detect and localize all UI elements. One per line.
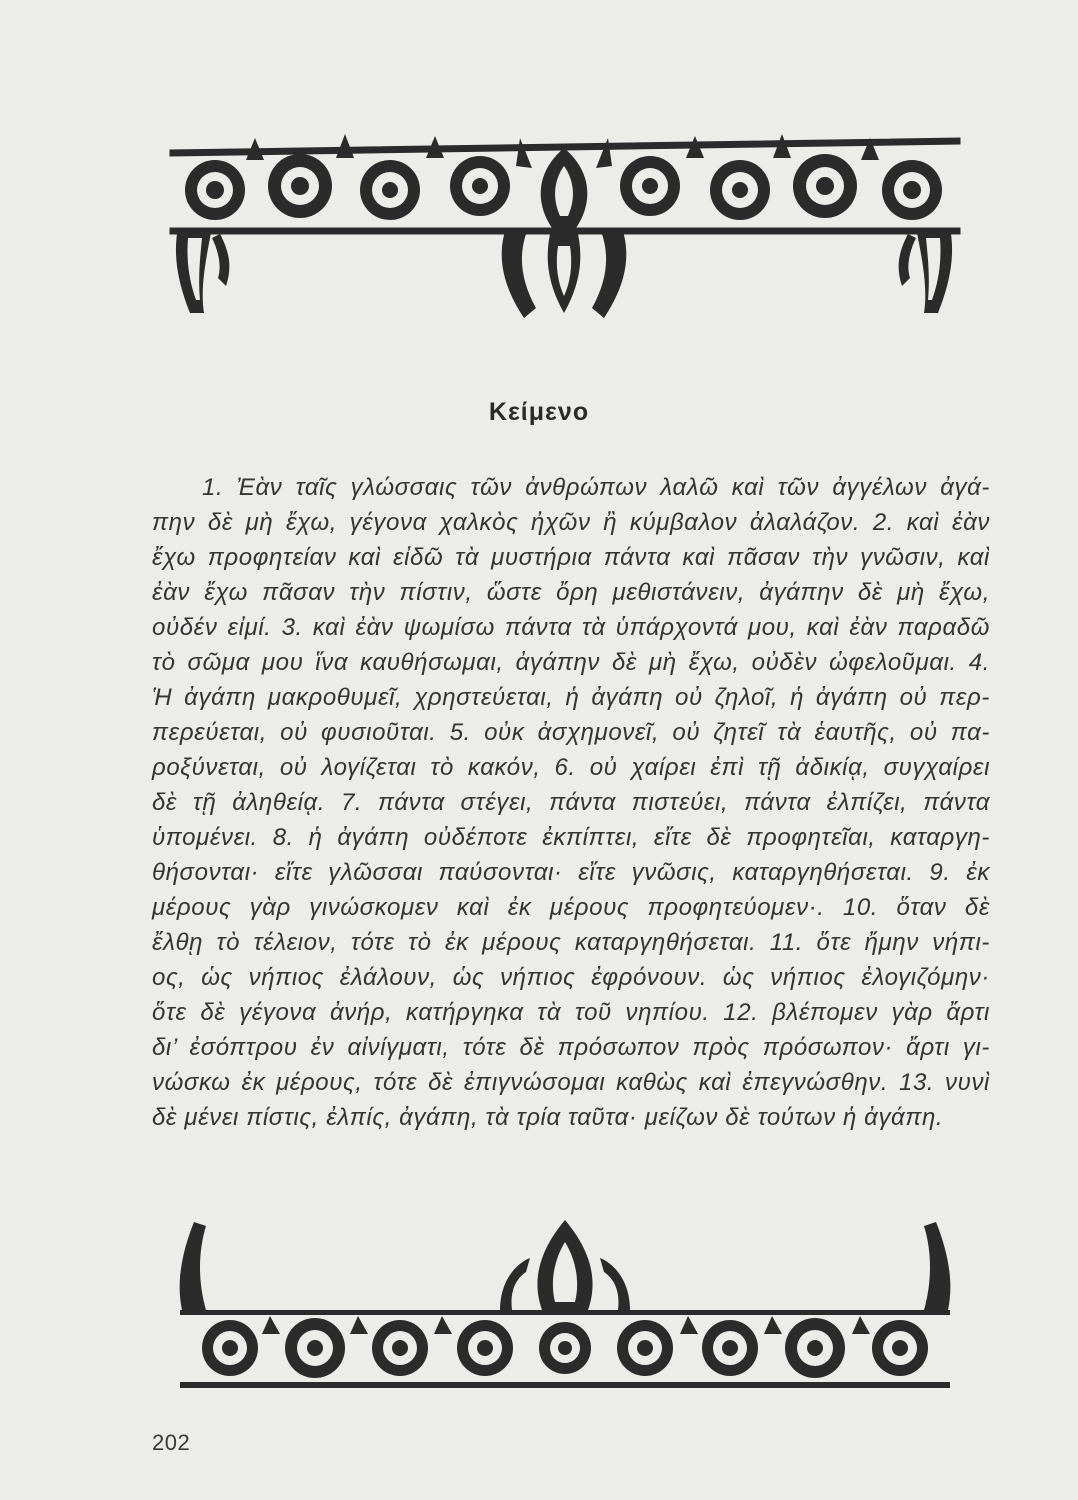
paragraph-line: ἔλθῃ τὸ τέλειον, τότε τὸ ἐκ μέρους καταργηθήσεται. 11. ὅτε ἤμην νήπι-: [152, 929, 990, 956]
paragraph-line: περεύεται, οὐ φυσιοῦται. 5. οὐκ ἀσχημονεῖ, οὐ ζητεῖ τὰ ἑαυτῆς, οὐ πα-: [152, 719, 990, 746]
paragraph-line: δὲ μένει πίστις, ἐλπίς, ἀγάπη, τὰ τρία ταῦτα· μείζων δὲ τούτων ἡ ἀγάπη.: [152, 1104, 944, 1131]
paragraph-line: δὲ τῇ ἀληθείᾳ. 7. πάντα στέγει, πάντα πιστεύει, πάντα ἐλπίζει, πάντα: [152, 789, 990, 816]
paragraph-line: πην δὲ μὴ ἔχω, γέγονα χαλκὸς ἠχῶν ἢ κύμβαλον ἀλαλάζον. 2. καὶ ἐὰν: [152, 509, 990, 536]
paragraph-line: ροξύνεται, οὐ λογίζεται τὸ κακόν, 6. οὐ χαίρει ἐπὶ τῇ ἀδικίᾳ, συγχαίρει: [152, 754, 990, 781]
page-number: 202: [152, 1430, 191, 1455]
paragraph-line: ἔχω προφητείαν καὶ εἰδῶ τὰ μυστήρια πάντα καὶ πᾶσαν τὴν γνῶσιν, καὶ: [152, 544, 990, 571]
ornament-top: [160, 128, 968, 328]
paragraph-line: θήσονται· εἴτε γλῶσσαι παύσονται· εἴτε γνῶσις, καταργηθήσεται. 9. ἐκ: [152, 859, 990, 886]
paragraph-line: ὅτε δὲ γέγονα ἀνήρ, κατήργηκα τὰ τοῦ νηπίου. 12. βλέπομεν γὰρ ἄρτι: [152, 999, 990, 1026]
page-title: Κείμενο: [488, 398, 590, 426]
scripture-paragraph: [152, 470, 990, 1135]
ornament-bottom: [170, 1212, 960, 1402]
paragraph-line: μέρους γὰρ γινώσκομεν καὶ ἐκ μέρους προφητεύομεν·. 10. ὅταν δὲ: [152, 894, 990, 921]
paragraph-line: Ἡ ἀγάπη μακροθυμεῖ, χρηστεύεται, ἡ ἀγάπη οὐ ζηλοῖ, ἡ ἀγάπη οὐ περ-: [152, 684, 990, 711]
paragraph-line: ος, ὡς νήπιος ἐλάλουν, ὡς νήπιος ἐφρόνουν. ὡς νήπιος ἐλογιζόμην·: [152, 964, 990, 991]
paragraph-line: 1. Ἐὰν ταῖς γλώσσαις τῶν ἀνθρώπων λαλῶ καὶ τῶν ἀγγέλων ἀγά-: [202, 474, 990, 501]
paragraph-line: νώσκω ἐκ μέρους, τότε δὲ ἐπιγνώσομαι καθὼς καὶ ἐπεγνώσθην. 13. νυνὶ: [152, 1069, 990, 1096]
paragraph-line: ἐὰν ἔχω πᾶσαν τὴν πίστιν, ὥστε ὄρη μεθιστάνειν, ἀγάπην δὲ μὴ ἔχω,: [152, 579, 990, 606]
paragraph-line: οὐδέν εἰμί. 3. καὶ ἐὰν ψωμίσω πάντα τὰ ὑπάρχοντά μου, καὶ ἐὰν παραδῶ: [152, 614, 990, 641]
paragraph-line: ὑπομένει. 8. ἡ ἀγάπη οὐδέποτε ἐκπίπτει, εἴτε δὲ προφητεῖαι, καταργη-: [152, 824, 990, 851]
paragraph-line: δι’ ἐσόπτρου ἐν αἰνίγματι, τότε δὲ πρόσωπον πρὸς πρόσωπον· ἄρτι γι-: [152, 1034, 990, 1061]
paragraph-line: τὸ σῶμα μου ἵνα καυθήσωμαι, ἀγάπην δὲ μὴ ἔχω, οὐδὲν ὠφελοῦμαι. 4.: [152, 649, 990, 676]
